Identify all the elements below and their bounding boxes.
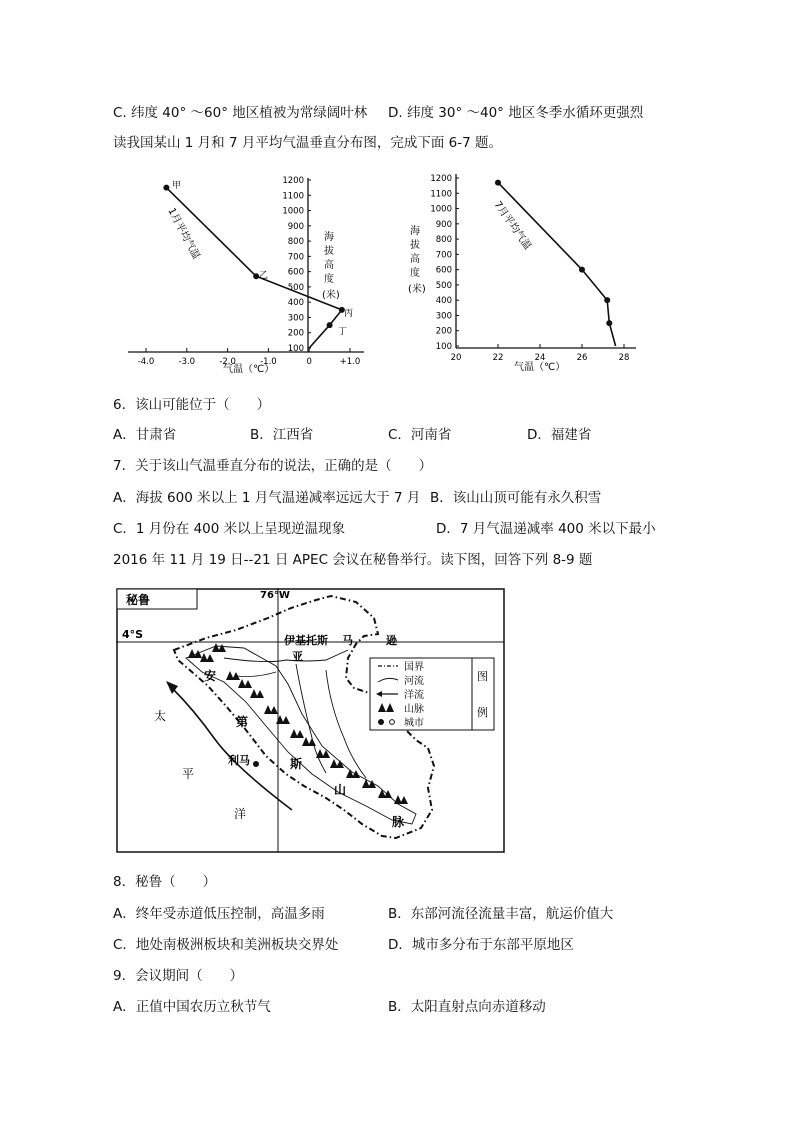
q7-option-c: C．1 月份在 400 米以上呈现逆温现象 [113,521,346,537]
svg-text:拔: 拔 [410,240,420,251]
point-ding: 丁 [338,327,348,337]
point-jia: 甲 [172,181,182,191]
svg-text:1月平均气温: 1月平均气温 [165,206,202,262]
y-tick-label: 1100 [430,189,452,200]
svg-text:7月平均气温: 7月平均气温 [491,199,533,252]
city-lima: 利马 [228,754,250,767]
x-label-right: 气温（℃） [514,362,566,373]
point-yi: 乙 [259,271,269,281]
y-tick-label: 600 [287,267,304,278]
y-tick-label: 1000 [282,206,304,217]
january-temp-chart [128,170,368,380]
andes-an: 安 [204,669,217,683]
legend [370,658,494,730]
q8-option-c: C．地处南极洲板块和美洲板块交界处 [113,937,339,953]
svg-text:海: 海 [324,232,334,243]
x-tick-label: 20 [450,353,462,363]
q6-option-a: A．甘肃省 [113,427,177,443]
y-tick-label: 100 [435,342,452,352]
y-tick-label: 300 [287,313,304,324]
svg-text:拔: 拔 [324,246,334,257]
curve-label-jan [165,205,203,261]
city-dot-lima [253,761,259,767]
region-iquitos: 伊基托斯 [284,634,328,647]
region-ma: 马 [342,634,353,647]
svg-text:(米): (米) [322,290,340,301]
lon-label: 76°W [260,590,290,601]
andes-si: 斯 [290,757,303,771]
y-label-left [322,230,340,301]
x-tick-label: 28 [618,353,630,363]
x-tick-label: -1.0 [260,357,277,367]
svg-text:度: 度 [410,268,420,279]
y-tick-label: 500 [287,282,304,293]
legend-river: 河流 [404,676,424,687]
intro-6-7: 读我国某山 1 月和 7 月平均气温垂直分布图，完成下面 6-7 题。 [113,135,502,151]
y-tick-label: 800 [287,237,304,248]
data-point [579,267,585,273]
x-tick-label: +1.0 [339,357,361,367]
ocean-char-1: 太 [154,709,167,723]
q6-option-b: B．江西省 [250,427,314,443]
legend-border: 国界 [404,662,424,673]
y-tick-label: 1200 [282,176,304,186]
x-tick-label: 22 [492,353,504,363]
y-tick-label: 600 [435,265,452,276]
option-c-prev: C. 纬度 40° ～60° 地区植被为常绿阔叶林 [113,105,368,121]
q8-option-d: D．城市多分布于东部平原地区 [388,937,574,953]
svg-text:高: 高 [324,260,334,271]
y-tick-label: 1200 [430,174,452,184]
svg-text:海: 海 [410,226,420,237]
legend-city: 城市 [404,718,424,729]
q7-stem: 7．关于该山气温垂直分布的说法，正确的是（ ） [113,458,433,474]
y-tick-label: 300 [435,311,452,322]
y-tick-label: 700 [287,252,304,263]
q8-option-a: A．终年受赤道低压控制，高温多雨 [113,906,325,922]
y-tick-label: 800 [435,235,452,246]
data-point [163,185,169,191]
q9-option-b: B．太阳直射点向赤道移动 [388,999,546,1015]
q6-option-c: C．河南省 [388,427,452,443]
svg-text:(米): (米) [408,284,426,295]
q9-stem: 9．会议期间（ ） [113,968,244,984]
data-point [606,320,612,326]
y-tick-label: 700 [435,250,452,261]
data-point [327,322,333,328]
peru-map [116,588,506,854]
q8-stem: 8．秘鲁（ ） [113,874,217,890]
q7-option-b: B．该山山顶可能有永久积雪 [430,490,602,506]
andes-shan: 山 [334,783,347,797]
x-tick-label: -4.0 [137,357,155,367]
point-bing: 丙 [344,309,354,319]
y-tick-label: 900 [287,221,304,232]
july-temp-chart [400,168,640,380]
x-label-left: 气温（℃） [223,364,275,375]
y-tick-label: 100 [287,344,304,354]
q6-stem: 6．该山可能位于（ ） [113,397,271,413]
option-d-prev: D. 纬度 30° ～40° 地区冬季水循环更强烈 [388,105,644,121]
y-tick-label: 200 [287,328,304,339]
lat-label: 4°S [122,628,144,641]
y-tick-label: 1000 [430,204,452,215]
legend-current: 洋流 [404,690,424,701]
ocean-char-2: 平 [182,767,195,781]
y-tick-label: 400 [287,298,304,309]
map-title: 秘鲁 [126,593,151,607]
q8-option-b: B．东部河流径流量丰富，航运价值大 [388,906,614,922]
region-xun: 逊 [386,634,397,647]
x-tick-label: 0 [306,357,312,367]
svg-text:高: 高 [410,254,420,265]
legend-title-2: 例 [477,706,488,719]
y-tick-label: 1100 [282,191,304,202]
x-tick-label: -2.0 [219,357,236,367]
svg-text:度: 度 [324,274,334,285]
legend-mountain: 山脉 [404,704,424,715]
ocean-char-3: 洋 [234,807,247,821]
y-tick-label: 400 [435,296,452,307]
data-point [604,297,610,303]
x-tick-label: -3.0 [178,357,196,367]
y-tick-label: 500 [435,280,452,291]
q7-option-a: A．海拔 600 米以上 1 月气温递减率远远大于 7 月 [113,490,421,506]
curve-label-jul [492,198,535,252]
x-tick-label: 24 [534,353,546,363]
andes-mai: 脉 [392,815,405,829]
q6-option-d: D．福建省 [527,427,592,443]
y-tick-label: 900 [435,219,452,230]
y-label-right [408,224,426,295]
q7-option-d: D．7 月气温递减率 400 米以下最小 [436,521,656,537]
intro-8-9: 2016 年 11 月 19 日--21 日 APEC 会议在秘鲁举行。读下图，回答下列 8-9 题 [113,552,593,568]
data-point [495,180,501,186]
q9-option-a: A．正值中国农历立秋节气 [113,999,271,1015]
x-tick-label: 26 [576,353,588,363]
y-tick-label: 200 [435,326,452,337]
andes-di: 第 [236,715,249,729]
legend-title-1: 图 [477,670,488,683]
region-ya: 亚 [292,650,303,663]
